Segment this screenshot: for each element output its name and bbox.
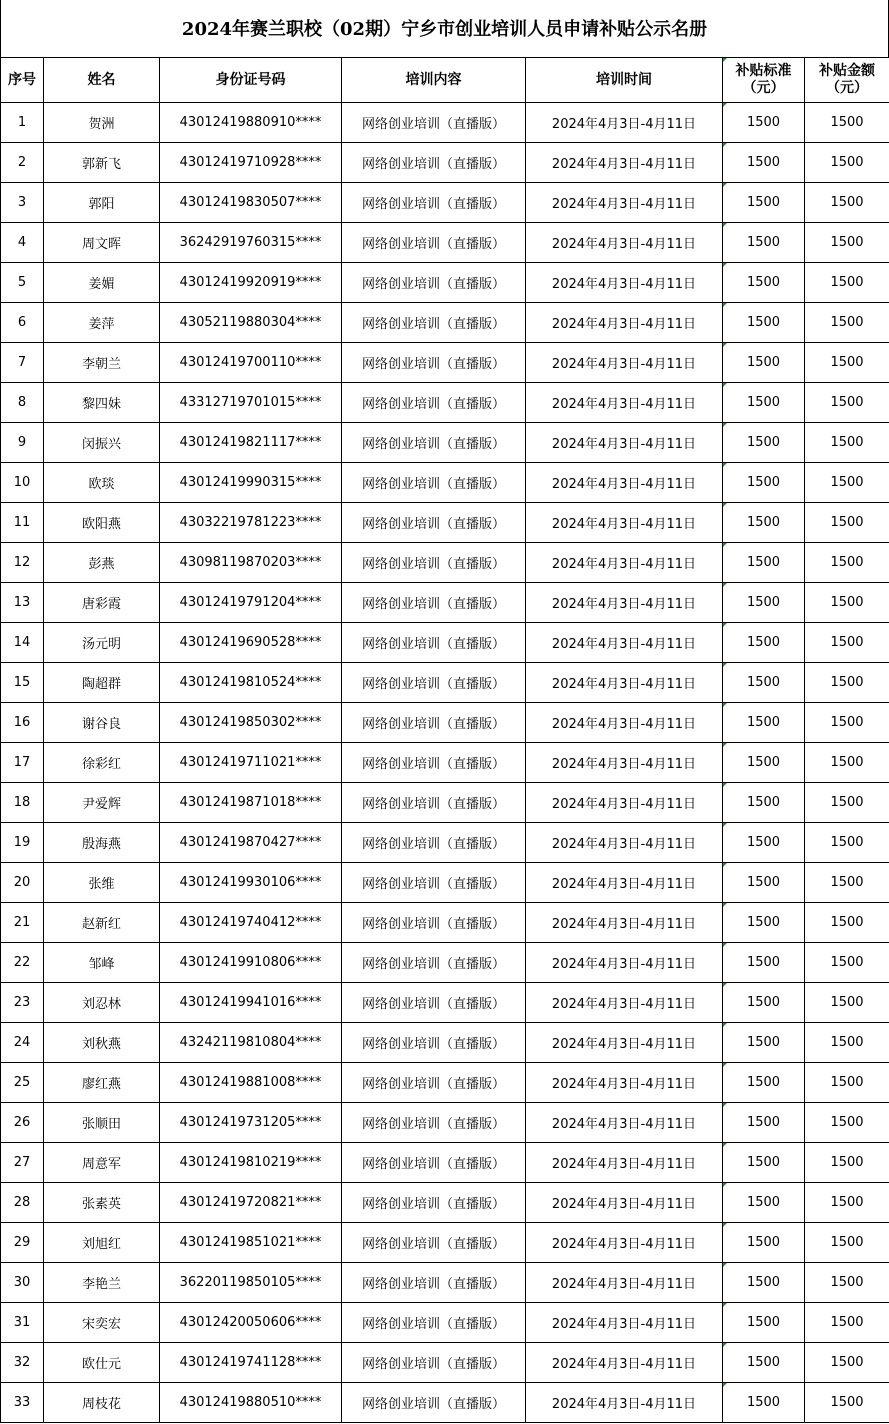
table-row <box>1 783 889 823</box>
subsidy-table <box>0 57 889 1423</box>
cell-id-number: 43012419810524**** <box>160 663 342 703</box>
cell-subsidy-standard: 1500 <box>723 1103 805 1143</box>
cell-name: 黎四妹 <box>44 383 160 423</box>
cell-training-content: 网络创业培训（直播版） <box>342 183 526 223</box>
cell-name: 尹爱辉 <box>44 783 160 823</box>
cell-subsidy-amount: 1500 <box>805 863 889 903</box>
cell-id-number: 43012419731205**** <box>160 1103 342 1143</box>
cell-id-number: 43012419880910**** <box>160 103 342 143</box>
cell-subsidy-amount: 1500 <box>805 383 889 423</box>
page-title: 2024年赛兰职校（02期）宁乡市创业培训人员申请补贴公示名册 <box>0 0 889 57</box>
cell-training-time: 2024年4月3日-4月11日 <box>526 1143 723 1183</box>
cell-subsidy-amount: 1500 <box>805 583 889 623</box>
cell-subsidy-amount: 1500 <box>805 1383 889 1423</box>
cell-no: 26 <box>1 1103 44 1143</box>
cell-id-number: 43098119870203**** <box>160 543 342 583</box>
table-row <box>1 1223 889 1263</box>
cell-name: 唐彩霞 <box>44 583 160 623</box>
cell-name: 赵新红 <box>44 903 160 943</box>
cell-subsidy-standard: 1500 <box>723 183 805 223</box>
cell-subsidy-standard: 1500 <box>723 943 805 983</box>
cell-subsidy-standard: 1500 <box>723 103 805 143</box>
cell-subsidy-standard: 1500 <box>723 743 805 783</box>
cell-subsidy-standard: 1500 <box>723 823 805 863</box>
cell-subsidy-amount: 1500 <box>805 223 889 263</box>
cell-no: 13 <box>1 583 44 623</box>
cell-id-number: 36242919760315**** <box>160 223 342 263</box>
cell-subsidy-amount: 1500 <box>805 983 889 1023</box>
cell-training-content: 网络创业培训（直播版） <box>342 983 526 1023</box>
table-row <box>1 663 889 703</box>
cell-subsidy-amount: 1500 <box>805 103 889 143</box>
table-row <box>1 623 889 663</box>
table-row <box>1 983 889 1023</box>
cell-no: 16 <box>1 703 44 743</box>
cell-subsidy-standard: 1500 <box>723 1343 805 1383</box>
cell-name: 汤元明 <box>44 623 160 663</box>
cell-no: 25 <box>1 1063 44 1103</box>
cell-id-number: 43012419741128**** <box>160 1343 342 1383</box>
cell-name: 欧阳燕 <box>44 503 160 543</box>
cell-training-time: 2024年4月3日-4月11日 <box>526 1103 723 1143</box>
cell-id-number: 43012419851021**** <box>160 1223 342 1263</box>
table-row <box>1 503 889 543</box>
header-no: 序号 <box>1 58 44 103</box>
cell-subsidy-standard: 1500 <box>723 1223 805 1263</box>
cell-name: 张维 <box>44 863 160 903</box>
cell-subsidy-amount: 1500 <box>805 1263 889 1303</box>
cell-no: 17 <box>1 743 44 783</box>
cell-subsidy-standard: 1500 <box>723 1303 805 1343</box>
cell-subsidy-amount: 1500 <box>805 543 889 583</box>
cell-no: 28 <box>1 1183 44 1223</box>
cell-training-content: 网络创业培训（直播版） <box>342 503 526 543</box>
cell-no: 11 <box>1 503 44 543</box>
cell-no: 5 <box>1 263 44 303</box>
cell-training-content: 网络创业培训（直播版） <box>342 1143 526 1183</box>
cell-no: 18 <box>1 783 44 823</box>
cell-subsidy-standard: 1500 <box>723 1263 805 1303</box>
table-row <box>1 1143 889 1183</box>
cell-training-content: 网络创业培训（直播版） <box>342 303 526 343</box>
cell-subsidy-amount: 1500 <box>805 503 889 543</box>
table-row <box>1 383 889 423</box>
cell-subsidy-standard: 1500 <box>723 903 805 943</box>
cell-no: 27 <box>1 1143 44 1183</box>
header-standard: 补贴标准（元） <box>723 58 805 103</box>
cell-training-time: 2024年4月3日-4月11日 <box>526 1063 723 1103</box>
cell-training-content: 网络创业培训（直播版） <box>342 423 526 463</box>
cell-subsidy-amount: 1500 <box>805 1023 889 1063</box>
cell-training-time: 2024年4月3日-4月11日 <box>526 103 723 143</box>
cell-name: 宋奕宏 <box>44 1303 160 1343</box>
cell-id-number: 43012419710928**** <box>160 143 342 183</box>
cell-subsidy-standard: 1500 <box>723 503 805 543</box>
cell-subsidy-amount: 1500 <box>805 943 889 983</box>
cell-id-number: 43242119810804**** <box>160 1023 342 1063</box>
table-row <box>1 143 889 183</box>
cell-training-content: 网络创业培训（直播版） <box>342 743 526 783</box>
cell-subsidy-standard: 1500 <box>723 423 805 463</box>
cell-name: 姜媚 <box>44 263 160 303</box>
cell-subsidy-standard: 1500 <box>723 983 805 1023</box>
cell-subsidy-amount: 1500 <box>805 663 889 703</box>
header-time: 培训时间 <box>526 58 723 103</box>
cell-training-time: 2024年4月3日-4月11日 <box>526 1023 723 1063</box>
cell-training-time: 2024年4月3日-4月11日 <box>526 463 723 503</box>
cell-training-time: 2024年4月3日-4月11日 <box>526 423 723 463</box>
cell-name: 周枝花 <box>44 1383 160 1423</box>
cell-id-number: 43032219781223**** <box>160 503 342 543</box>
cell-training-time: 2024年4月3日-4月11日 <box>526 583 723 623</box>
table-row <box>1 1023 889 1063</box>
cell-subsidy-amount: 1500 <box>805 1063 889 1103</box>
table-row <box>1 903 889 943</box>
cell-name: 李朝兰 <box>44 343 160 383</box>
cell-subsidy-standard: 1500 <box>723 383 805 423</box>
cell-id-number: 43012419910806**** <box>160 943 342 983</box>
cell-no: 32 <box>1 1343 44 1383</box>
table-row <box>1 1343 889 1383</box>
cell-subsidy-amount: 1500 <box>805 1103 889 1143</box>
cell-training-content: 网络创业培训（直播版） <box>342 823 526 863</box>
cell-id-number: 43012419740412**** <box>160 903 342 943</box>
table-row <box>1 303 889 343</box>
cell-subsidy-amount: 1500 <box>805 903 889 943</box>
cell-subsidy-amount: 1500 <box>805 783 889 823</box>
cell-subsidy-amount: 1500 <box>805 183 889 223</box>
table-row <box>1 703 889 743</box>
cell-training-time: 2024年4月3日-4月11日 <box>526 343 723 383</box>
cell-name: 张顺田 <box>44 1103 160 1143</box>
cell-training-content: 网络创业培训（直播版） <box>342 1343 526 1383</box>
cell-subsidy-standard: 1500 <box>723 1063 805 1103</box>
cell-training-time: 2024年4月3日-4月11日 <box>526 263 723 303</box>
cell-training-content: 网络创业培训（直播版） <box>342 1303 526 1343</box>
cell-training-content: 网络创业培训（直播版） <box>342 103 526 143</box>
cell-name: 殷海燕 <box>44 823 160 863</box>
cell-no: 19 <box>1 823 44 863</box>
table-row <box>1 1063 889 1103</box>
cell-name: 张素英 <box>44 1183 160 1223</box>
cell-name: 郭阳 <box>44 183 160 223</box>
cell-training-content: 网络创业培训（直播版） <box>342 583 526 623</box>
table-row <box>1 103 889 143</box>
cell-training-content: 网络创业培训（直播版） <box>342 1383 526 1423</box>
cell-no: 12 <box>1 543 44 583</box>
cell-id-number: 36220119850105**** <box>160 1263 342 1303</box>
cell-no: 24 <box>1 1023 44 1063</box>
cell-no: 33 <box>1 1383 44 1423</box>
cell-training-time: 2024年4月3日-4月11日 <box>526 703 723 743</box>
cell-name: 彭燕 <box>44 543 160 583</box>
cell-name: 李艳兰 <box>44 1263 160 1303</box>
cell-training-content: 网络创业培训（直播版） <box>342 143 526 183</box>
cell-subsidy-standard: 1500 <box>723 1143 805 1183</box>
cell-training-time: 2024年4月3日-4月11日 <box>526 543 723 583</box>
cell-name: 陶超群 <box>44 663 160 703</box>
cell-subsidy-standard: 1500 <box>723 583 805 623</box>
cell-training-content: 网络创业培训（直播版） <box>342 783 526 823</box>
cell-id-number: 43012419880510**** <box>160 1383 342 1423</box>
cell-subsidy-standard: 1500 <box>723 303 805 343</box>
cell-id-number: 43012420050606**** <box>160 1303 342 1343</box>
cell-training-time: 2024年4月3日-4月11日 <box>526 743 723 783</box>
cell-id-number: 43012419720821**** <box>160 1183 342 1223</box>
cell-name: 郭新飞 <box>44 143 160 183</box>
cell-training-time: 2024年4月3日-4月11日 <box>526 983 723 1023</box>
table-row <box>1 583 889 623</box>
cell-no: 3 <box>1 183 44 223</box>
cell-name: 廖红燕 <box>44 1063 160 1103</box>
table-row <box>1 743 889 783</box>
table-row <box>1 543 889 583</box>
cell-training-content: 网络创业培训（直播版） <box>342 543 526 583</box>
cell-training-time: 2024年4月3日-4月11日 <box>526 823 723 863</box>
cell-id-number: 43012419700110**** <box>160 343 342 383</box>
table-row <box>1 1263 889 1303</box>
cell-subsidy-standard: 1500 <box>723 703 805 743</box>
cell-training-content: 网络创业培训（直播版） <box>342 863 526 903</box>
cell-training-time: 2024年4月3日-4月11日 <box>526 1303 723 1343</box>
table-body <box>1 103 889 1423</box>
cell-training-content: 网络创业培训（直播版） <box>342 663 526 703</box>
cell-subsidy-standard: 1500 <box>723 1023 805 1063</box>
header-amount: 补贴金额（元） <box>805 58 889 103</box>
cell-training-content: 网络创业培训（直播版） <box>342 903 526 943</box>
table-row <box>1 343 889 383</box>
cell-id-number: 43012419791204**** <box>160 583 342 623</box>
cell-training-time: 2024年4月3日-4月11日 <box>526 223 723 263</box>
cell-name: 徐彩红 <box>44 743 160 783</box>
cell-no: 6 <box>1 303 44 343</box>
cell-subsidy-standard: 1500 <box>723 463 805 503</box>
cell-subsidy-amount: 1500 <box>805 343 889 383</box>
cell-training-content: 网络创业培训（直播版） <box>342 1103 526 1143</box>
cell-subsidy-amount: 1500 <box>805 1303 889 1343</box>
cell-training-content: 网络创业培训（直播版） <box>342 943 526 983</box>
cell-training-content: 网络创业培训（直播版） <box>342 703 526 743</box>
cell-no: 31 <box>1 1303 44 1343</box>
cell-training-content: 网络创业培训（直播版） <box>342 383 526 423</box>
cell-id-number: 43012419850302**** <box>160 703 342 743</box>
cell-name: 欧琰 <box>44 463 160 503</box>
cell-subsidy-standard: 1500 <box>723 543 805 583</box>
cell-name: 刘忍林 <box>44 983 160 1023</box>
cell-training-time: 2024年4月3日-4月11日 <box>526 943 723 983</box>
cell-no: 23 <box>1 983 44 1023</box>
cell-name: 邹峰 <box>44 943 160 983</box>
table-row <box>1 943 889 983</box>
cell-name: 周文晖 <box>44 223 160 263</box>
cell-training-time: 2024年4月3日-4月11日 <box>526 1183 723 1223</box>
cell-no: 1 <box>1 103 44 143</box>
cell-training-time: 2024年4月3日-4月11日 <box>526 783 723 823</box>
cell-subsidy-standard: 1500 <box>723 863 805 903</box>
cell-id-number: 43012419871018**** <box>160 783 342 823</box>
cell-subsidy-amount: 1500 <box>805 463 889 503</box>
cell-training-content: 网络创业培训（直播版） <box>342 1223 526 1263</box>
cell-training-content: 网络创业培训（直播版） <box>342 1183 526 1223</box>
cell-subsidy-standard: 1500 <box>723 623 805 663</box>
table-row <box>1 863 889 903</box>
cell-no: 10 <box>1 463 44 503</box>
cell-no: 20 <box>1 863 44 903</box>
table-row <box>1 223 889 263</box>
cell-subsidy-standard: 1500 <box>723 263 805 303</box>
cell-no: 21 <box>1 903 44 943</box>
cell-training-content: 网络创业培训（直播版） <box>342 1063 526 1103</box>
table-row <box>1 183 889 223</box>
cell-no: 30 <box>1 1263 44 1303</box>
table-row <box>1 1303 889 1343</box>
cell-training-time: 2024年4月3日-4月11日 <box>526 663 723 703</box>
header-row <box>1 58 889 103</box>
cell-name: 欧仕元 <box>44 1343 160 1383</box>
cell-subsidy-standard: 1500 <box>723 143 805 183</box>
cell-id-number: 43012419810219**** <box>160 1143 342 1183</box>
cell-training-time: 2024年4月3日-4月11日 <box>526 903 723 943</box>
cell-id-number: 43012419870427**** <box>160 823 342 863</box>
cell-no: 8 <box>1 383 44 423</box>
cell-id-number: 43012419920919**** <box>160 263 342 303</box>
cell-no: 22 <box>1 943 44 983</box>
cell-name: 周意军 <box>44 1143 160 1183</box>
cell-no: 9 <box>1 423 44 463</box>
cell-no: 4 <box>1 223 44 263</box>
cell-subsidy-standard: 1500 <box>723 663 805 703</box>
cell-name: 谢谷良 <box>44 703 160 743</box>
cell-training-time: 2024年4月3日-4月11日 <box>526 143 723 183</box>
cell-name: 姜萍 <box>44 303 160 343</box>
cell-training-content: 网络创业培训（直播版） <box>342 1263 526 1303</box>
header-name: 姓名 <box>44 58 160 103</box>
cell-subsidy-amount: 1500 <box>805 1183 889 1223</box>
cell-training-content: 网络创业培训（直播版） <box>342 343 526 383</box>
table-row <box>1 1383 889 1423</box>
cell-training-content: 网络创业培训（直播版） <box>342 1023 526 1063</box>
cell-training-time: 2024年4月3日-4月11日 <box>526 863 723 903</box>
cell-training-content: 网络创业培训（直播版） <box>342 263 526 303</box>
cell-subsidy-amount: 1500 <box>805 1343 889 1383</box>
cell-subsidy-amount: 1500 <box>805 143 889 183</box>
cell-no: 7 <box>1 343 44 383</box>
cell-subsidy-amount: 1500 <box>805 743 889 783</box>
cell-id-number: 43012419690528**** <box>160 623 342 663</box>
cell-name: 刘旭红 <box>44 1223 160 1263</box>
cell-id-number: 43312719701015**** <box>160 383 342 423</box>
cell-no: 14 <box>1 623 44 663</box>
cell-subsidy-amount: 1500 <box>805 703 889 743</box>
cell-name: 贺洲 <box>44 103 160 143</box>
cell-subsidy-amount: 1500 <box>805 1143 889 1183</box>
cell-id-number: 43052119880304**** <box>160 303 342 343</box>
cell-name: 闵振兴 <box>44 423 160 463</box>
cell-subsidy-amount: 1500 <box>805 1223 889 1263</box>
cell-training-time: 2024年4月3日-4月11日 <box>526 1223 723 1263</box>
cell-training-time: 2024年4月3日-4月11日 <box>526 1383 723 1423</box>
cell-training-time: 2024年4月3日-4月11日 <box>526 1343 723 1383</box>
cell-subsidy-amount: 1500 <box>805 823 889 863</box>
cell-training-time: 2024年4月3日-4月11日 <box>526 303 723 343</box>
cell-no: 15 <box>1 663 44 703</box>
cell-no: 2 <box>1 143 44 183</box>
cell-no: 29 <box>1 1223 44 1263</box>
cell-name: 刘秋燕 <box>44 1023 160 1063</box>
cell-training-time: 2024年4月3日-4月11日 <box>526 503 723 543</box>
cell-subsidy-amount: 1500 <box>805 263 889 303</box>
table-row <box>1 1103 889 1143</box>
table-row <box>1 463 889 503</box>
table-row <box>1 1183 889 1223</box>
cell-subsidy-standard: 1500 <box>723 1183 805 1223</box>
cell-training-time: 2024年4月3日-4月11日 <box>526 183 723 223</box>
cell-subsidy-standard: 1500 <box>723 783 805 823</box>
header-content: 培训内容 <box>342 58 526 103</box>
table-row <box>1 823 889 863</box>
cell-subsidy-standard: 1500 <box>723 223 805 263</box>
table-row <box>1 263 889 303</box>
cell-training-time: 2024年4月3日-4月11日 <box>526 383 723 423</box>
cell-id-number: 43012419941016**** <box>160 983 342 1023</box>
cell-training-content: 网络创业培训（直播版） <box>342 223 526 263</box>
cell-id-number: 43012419830507**** <box>160 183 342 223</box>
cell-id-number: 43012419821117**** <box>160 423 342 463</box>
cell-id-number: 43012419881008**** <box>160 1063 342 1103</box>
cell-id-number: 43012419930106**** <box>160 863 342 903</box>
cell-training-content: 网络创业培训（直播版） <box>342 463 526 503</box>
cell-training-content: 网络创业培训（直播版） <box>342 623 526 663</box>
cell-training-time: 2024年4月3日-4月11日 <box>526 1263 723 1303</box>
cell-training-time: 2024年4月3日-4月11日 <box>526 623 723 663</box>
header-id: 身份证号码 <box>160 58 342 103</box>
cell-subsidy-amount: 1500 <box>805 623 889 663</box>
cell-id-number: 43012419711021**** <box>160 743 342 783</box>
cell-subsidy-amount: 1500 <box>805 423 889 463</box>
table-row <box>1 423 889 463</box>
cell-subsidy-standard: 1500 <box>723 1383 805 1423</box>
cell-id-number: 43012419990315**** <box>160 463 342 503</box>
cell-subsidy-amount: 1500 <box>805 303 889 343</box>
cell-subsidy-standard: 1500 <box>723 343 805 383</box>
